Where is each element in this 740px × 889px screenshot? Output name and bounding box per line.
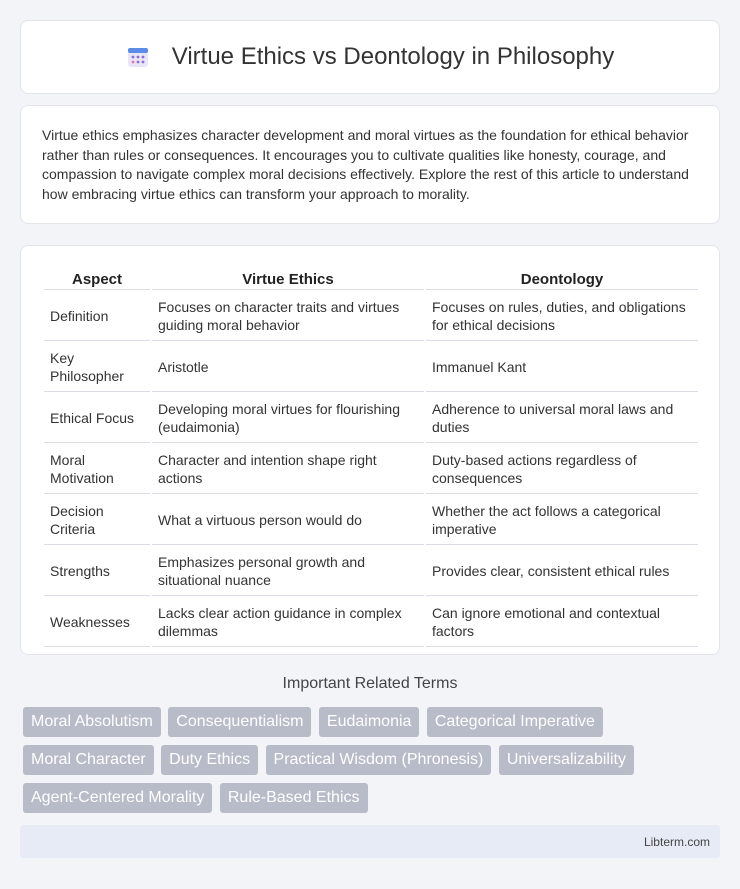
cell-virtue: Emphasizes personal growth and situational nuance xyxy=(152,547,424,596)
cell-virtue: Developing moral virtues for flourishing (eudaimonia) xyxy=(152,394,424,443)
tag-universalizability[interactable]: Universalizability xyxy=(499,745,634,775)
cell-aspect: Key Philosopher xyxy=(44,343,150,392)
table-row xyxy=(44,292,698,341)
footer-site-link[interactable]: Libterm.com xyxy=(643,834,710,849)
tag-moral-absolutism[interactable]: Moral Absolutism xyxy=(23,707,161,737)
tag-categorical-imperative[interactable]: Categorical Imperative xyxy=(427,707,603,737)
cell-aspect: Decision Criteria xyxy=(44,496,150,545)
cell-aspect: Definition xyxy=(44,292,150,341)
tag-agent-centered-morality[interactable]: Agent-Centered Morality xyxy=(23,783,212,813)
cell-virtue: Aristotle xyxy=(152,343,424,392)
calendar-grid-icon xyxy=(126,45,150,69)
intro-card xyxy=(20,105,720,224)
intro-text: Virtue ethics emphasizes character development and moral virtues as the foundation for ethical behavior rather than rules or consequences. It encourages you to cultivate qualities like honesty, courage, and compassion to navigate complex moral decisions effectively. Explore the rest of this article to understand how embracing virtue ethics can transform your approach to morality. xyxy=(42,127,689,202)
tag-duty-ethics[interactable]: Duty Ethics xyxy=(161,745,258,775)
table-row xyxy=(44,496,698,545)
cell-virtue: Character and intention shape right actions xyxy=(152,445,424,494)
cell-virtue: Lacks clear action guidance in complex dilemmas xyxy=(152,598,424,647)
cell-aspect: Weaknesses xyxy=(44,598,150,647)
cell-deontology: Provides clear, consistent ethical rules xyxy=(426,547,698,596)
cell-deontology: Focuses on rules, duties, and obligations for ethical decisions xyxy=(426,292,698,341)
page-title: Virtue Ethics vs Deontology in Philosophy xyxy=(171,43,615,70)
comparison-card xyxy=(20,245,720,655)
cell-deontology: Immanuel Kant xyxy=(426,343,698,392)
tag-consequentialism[interactable]: Consequentialism xyxy=(168,707,311,737)
table-row xyxy=(44,547,698,596)
tag-practical-wisdom[interactable]: Practical Wisdom (Phronesis) xyxy=(266,745,492,775)
cell-virtue: Focuses on character traits and virtues guiding moral behavior xyxy=(152,292,424,341)
comparison-table xyxy=(42,266,700,649)
tag-eudaimonia[interactable]: Eudaimonia xyxy=(319,707,420,737)
header-card xyxy=(20,20,720,94)
related-terms-title: Important Related Terms xyxy=(282,675,458,692)
cell-deontology: Adherence to universal moral laws and duties xyxy=(426,394,698,443)
cell-virtue: What a virtuous person would do xyxy=(152,496,424,545)
related-terms-list xyxy=(23,707,723,821)
table-row xyxy=(44,445,698,494)
cell-deontology: Duty-based actions regardless of consequences xyxy=(426,445,698,494)
cell-aspect: Strengths xyxy=(44,547,150,596)
cell-deontology: Whether the act follows a categorical imperative xyxy=(426,496,698,545)
table-row xyxy=(44,394,698,443)
footer xyxy=(20,825,720,858)
cell-aspect: Ethical Focus xyxy=(44,394,150,443)
cell-deontology: Can ignore emotional and contextual factors xyxy=(426,598,698,647)
tag-moral-character[interactable]: Moral Character xyxy=(23,745,154,775)
table-header-row xyxy=(44,268,698,290)
header-virtue-ethics: Virtue Ethics xyxy=(152,268,424,290)
table-row xyxy=(44,598,698,647)
header-aspect: Aspect xyxy=(44,268,150,290)
table-row xyxy=(44,343,698,392)
header-deontology: Deontology xyxy=(426,268,698,290)
tag-rule-based-ethics[interactable]: Rule-Based Ethics xyxy=(220,783,368,813)
cell-aspect: Moral Motivation xyxy=(44,445,150,494)
